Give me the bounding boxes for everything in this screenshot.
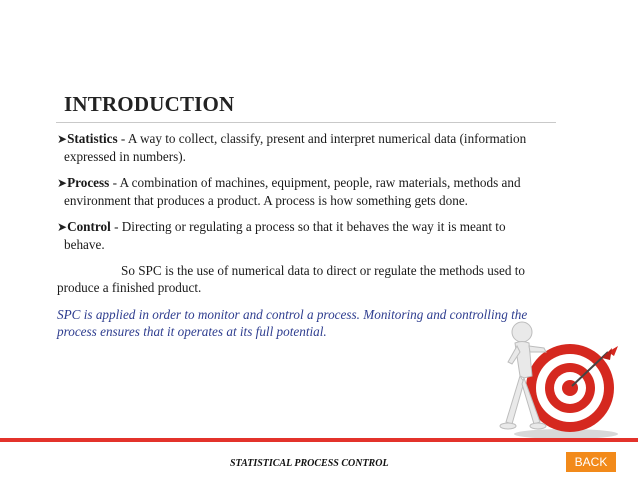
title-divider (56, 122, 556, 123)
note-line: SPC is applied in order to monitor and control a process. Monitoring and controlling the (57, 307, 528, 322)
bullet-term: Process (67, 175, 110, 190)
note-line: process ensures that it operates at its full potential. (57, 324, 327, 339)
arrow-bullet-icon: ➤ (57, 220, 68, 234)
bullet-term: Statistics (67, 131, 118, 146)
footer-title: STATISTICAL PROCESS CONTROL (230, 458, 389, 469)
summary-paragraph (57, 262, 567, 296)
bullet-text-continued: environment that produces a product. A process is how something gets done. (64, 193, 468, 208)
bullet-text-continued: expressed in numbers). (64, 149, 186, 164)
target-figure-illustration (482, 318, 622, 440)
bullet-text: - A combination of machines, equipment, people, raw materials, methods and (109, 175, 521, 190)
bullet-text-continued: behave. (64, 237, 105, 252)
bullet-term: Control (67, 219, 111, 234)
summary-line: produce a finished product. (57, 280, 202, 295)
bullet-control (57, 218, 567, 253)
bullet-process (57, 174, 567, 209)
bullet-list (57, 130, 567, 340)
arrow-bullet-icon: ➤ (57, 176, 68, 190)
arrow-bullet-icon: ➤ (57, 132, 68, 146)
back-button[interactable]: BACK (566, 452, 616, 472)
bullet-statistics (57, 130, 567, 165)
bullet-text: - Directing or regulating a process so that it behaves the way it is meant to (110, 219, 506, 234)
summary-line: So SPC is the use of numerical data to direct or regulate the methods used to (121, 263, 525, 278)
bullet-text: - A way to collect, classify, present and interpret numerical data (information (117, 131, 527, 146)
footer-accent-bar (0, 438, 638, 442)
slide-title: INTRODUCTION (64, 92, 235, 116)
